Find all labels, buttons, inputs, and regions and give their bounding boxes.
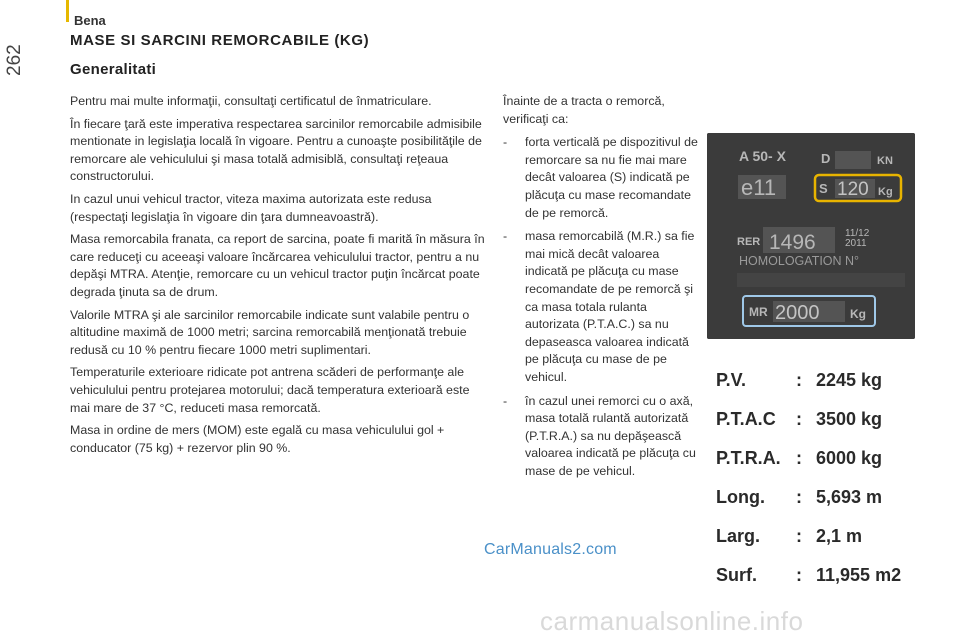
spec-value: 6000 kg bbox=[816, 448, 883, 468]
paragraph: Temperaturile exterioare ridicate pot antrena scăderi de performanţe ale vehiculului pentru protejarea motorului; dacă temperatura exterioară este mai mare de 37 °C, reduceti masa remorcată. bbox=[70, 365, 470, 415]
spec-row bbox=[716, 370, 926, 409]
dash-bullet: - bbox=[503, 229, 508, 244]
checklist-item-text: forta verticală pe dispozitivul de remorcare sa nu fie mai mare decât valoarea (S) indicată pe plăcuţa cu mase recomandate de pe remorcă. bbox=[525, 135, 698, 220]
spec-key: Surf. bbox=[716, 565, 758, 585]
plate-type-code: A 50- X bbox=[739, 148, 786, 164]
plate-s-unit: Kg bbox=[878, 186, 893, 198]
spec-separator: : bbox=[796, 409, 802, 429]
spec-key: P.V. bbox=[716, 370, 747, 390]
plate-mr-label: MR bbox=[749, 305, 768, 319]
spec-separator: : bbox=[796, 370, 802, 390]
spec-row bbox=[716, 487, 926, 526]
checklist-item bbox=[503, 134, 699, 222]
spec-value: 2,1 m bbox=[816, 526, 863, 546]
spec-row bbox=[716, 448, 926, 487]
checklist bbox=[503, 134, 699, 480]
watermark-footer: carmanualsonline.info bbox=[540, 606, 804, 636]
plate-d-label: D bbox=[821, 151, 831, 166]
middle-column bbox=[503, 93, 699, 486]
spec-row bbox=[716, 409, 926, 448]
section-label: Bena bbox=[74, 13, 106, 28]
section-subtitle: Generalitati bbox=[70, 61, 157, 78]
dash-bullet: - bbox=[503, 135, 508, 150]
weight-plate-photo bbox=[707, 133, 915, 339]
vehicle-spec-table bbox=[716, 370, 926, 604]
spec-value: 2245 kg bbox=[816, 370, 883, 390]
plate-s-label: S bbox=[819, 181, 828, 196]
watermark-link[interactable]: CarManuals2.com bbox=[484, 541, 617, 558]
checklist-item-text: masa remorcabilă (M.R.) sa fie mai mică decât valoarea indicată pe plăcuţa cu mase recomandate de pe remorcă şi ca masa totala rulanta autorizata (P.T.A.C.) sa nu depaseasca valoarea indicată pe plăcuţa cu mase de pe vehicul. bbox=[525, 229, 695, 384]
spec-value: 11,955 m2 bbox=[816, 565, 902, 585]
plate-kn-unit: KN bbox=[877, 155, 893, 167]
plate-date-top: 11/12 bbox=[845, 228, 870, 239]
paragraph: Masa in ordine de mers (MOM) este egală cu masa vehiculului gol + conducator (75 kg) + rezervor plin 90 %. bbox=[70, 423, 445, 455]
spec-row bbox=[716, 565, 926, 604]
plate-s-value: 120 bbox=[837, 179, 869, 200]
left-column bbox=[70, 93, 488, 462]
spec-value: 3500 kg bbox=[816, 409, 883, 429]
plate-homologation-label: HOMOLOGATION N° bbox=[739, 254, 860, 268]
page-number: 262 bbox=[4, 44, 25, 76]
spec-key: P.T.A.C bbox=[716, 409, 776, 429]
paragraph: Valorile MTRA şi ale sarcinilor remorcabile indicate sunt valabile pentru o altitudine maximă de 1000 metri; sarcina remorcabilă menţionată trebuie redusă cu 10 % pentru fiecare 1000 metri suplimentari. bbox=[70, 307, 470, 357]
plate-rer-label: RER bbox=[737, 236, 761, 248]
spec-key: Long. bbox=[716, 487, 765, 507]
spec-separator: : bbox=[796, 565, 802, 585]
plate-mr-unit: Kg bbox=[850, 307, 866, 321]
spec-row bbox=[716, 526, 926, 565]
spec-separator: : bbox=[796, 487, 802, 507]
plate-e-number: e11 bbox=[741, 175, 777, 200]
spec-key: Larg. bbox=[716, 526, 761, 546]
spec-separator: : bbox=[796, 448, 802, 468]
paragraph: In cazul unui vehicul tractor, viteza maxima autorizata este redusa (respectaţi legislaţia în vigoare din ţara dumneavoastră). bbox=[70, 191, 432, 224]
spec-separator: : bbox=[796, 526, 802, 546]
paragraph: În fiecare ţară este imperativa respectarea sarcinilor remorcabile admisibile mentionate in legislaţia locală în vigoare. Pentru a cunoaşte posibilităţile de remorcare ale vehiculului şi masa totală admisiblă, consultaţi reţeaua constructorului. bbox=[70, 116, 482, 184]
checklist-item-text: în cazul unei remorci cu o axă, masa totală rulantă autorizată (P.T.R.A.) sa nu depăşească valoarea indicată pe plăcuţa cu mase de pe vehicul. bbox=[525, 393, 696, 478]
weight-plate-illustration bbox=[707, 133, 915, 339]
section-marker-bar bbox=[66, 0, 69, 22]
page-title: MASE SI SARCINI REMORCABILE (KG) bbox=[70, 32, 370, 49]
paragraph: Pentru mai multe informaţii, consultaţi certificatul de înmatriculare. bbox=[70, 94, 432, 108]
plate-mr-value: 2000 bbox=[775, 302, 820, 324]
plate-date-bottom: 2011 bbox=[845, 238, 867, 249]
checklist-item bbox=[503, 393, 699, 481]
paragraph: Masa remorcabila franata, ca report de sarcina, poate fi marită în măsura în care reduceţi cu aceeaşi valoare încărcarea vehiculului tractor, pentru a nu depăşi MTRA. Atenţie, remorcare cu un vehicul tractor puţin încărcat poate degrada ţinuta sa de drum. bbox=[70, 232, 485, 299]
checklist-intro: Înainte de a tracta o remorcă, verificaţi ca: bbox=[503, 94, 665, 126]
dash-bullet: - bbox=[503, 393, 508, 408]
plate-rer-value: 1496 bbox=[769, 231, 816, 254]
spec-value: 5,693 m bbox=[816, 487, 883, 507]
checklist-item bbox=[503, 228, 699, 386]
spec-key: P.T.R.A. bbox=[716, 448, 781, 468]
